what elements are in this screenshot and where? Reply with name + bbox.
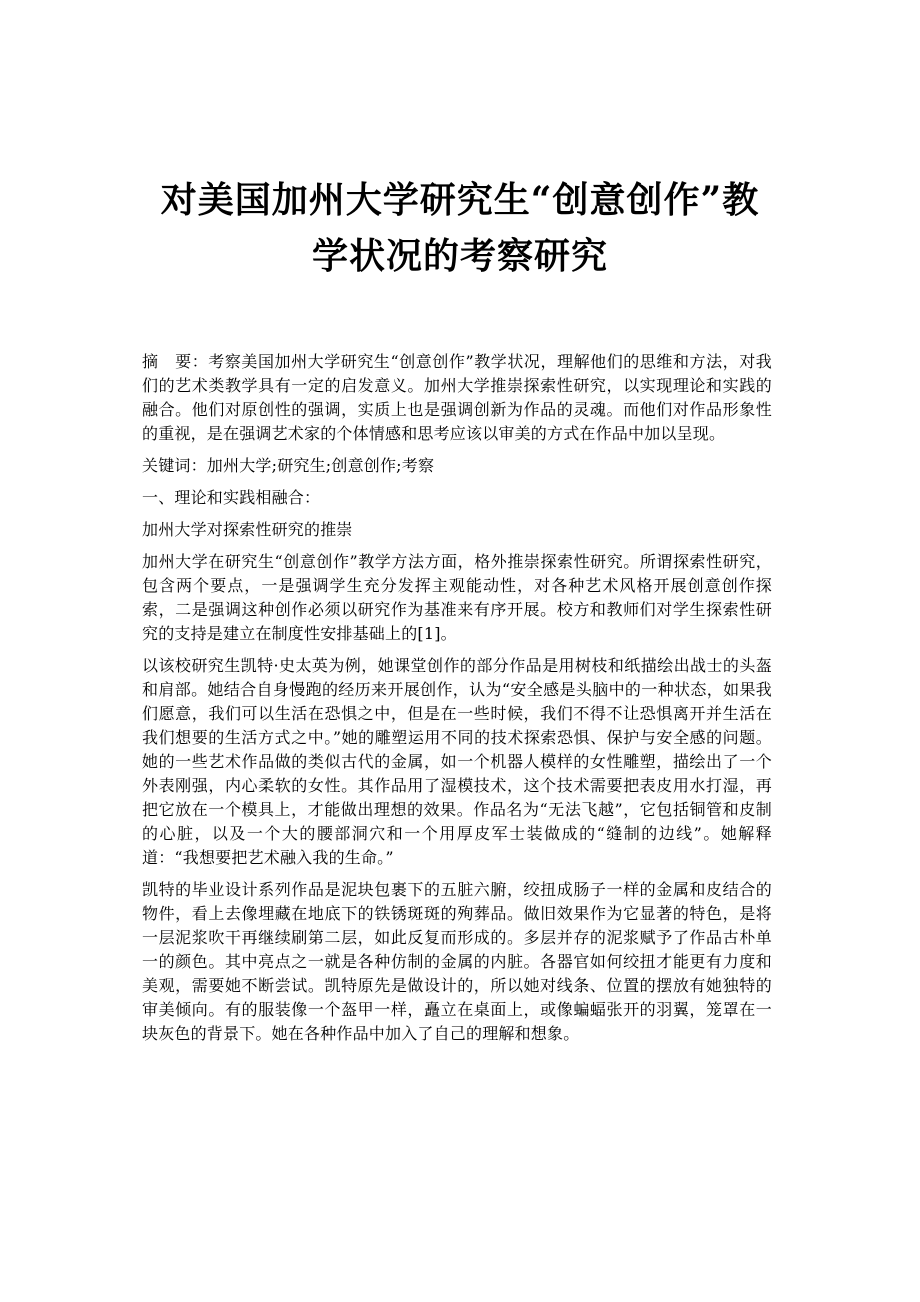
subsection-heading: 加州大学对探索性研究的推崇 (142, 520, 353, 539)
body-paragraph-1: 加州大学在研究生“创意创作”教学方法方面，格外推崇探索性研究。所谓探索性研究，包含两个要点，一是强调学生充分发挥主观能动性，对各种艺术风格开展创意创作探索，二是强调这种创作必须以研究作为基准来有序开展。校方和教师们对学生探索性研究的支持是建立在制度性安排基础上的[1]。 (142, 552, 772, 643)
section-heading: 一、理论和实践相融合： (142, 488, 321, 507)
title-line-1: 对美国加州大学研究生“创意创作”教 (160, 179, 760, 221)
body-paragraph-3: 凯特的毕业设计系列作品是泥块包裹下的五脏六腑，绞扭成肠子一样的金属和皮结合的物件，看上去像埋藏在地底下的铁锈斑斑的殉葬品。做旧效果作为它显著的特色，是将一层泥浆吹干再继续刷第二层，如此反复而形成的。多层并存的泥浆赋予了作品古朴单一的颜色。其中亮点之一就是各种仿制的金属的内脏。各器官如何绞扭才能更有力度和美观，需要她不断尝试。凯特原先是做设计的，所以她对线条、位置的摆放有她独特的审美倾向。有的服装像一个盔甲一样，矗立在桌面上，或像蝙蝠张开的羽翼，笼罩在一块灰色的背景下。她在各种作品中加入了自己的理解和想象。 (142, 880, 772, 1043)
keywords-line: 关键词：加州大学;研究生;创意创作;考察 (142, 456, 435, 475)
document-body (142, 350, 772, 1054)
page-title (110, 172, 810, 284)
body-paragraph-2: 以该校研究生凯特·史太英为例，她课堂创作的部分作品是用树枝和纸描绘出战士的头盔和肩部。她结合自身慢跑的经历来开展创作，认为“安全感是头脑中的一种状态，如果我们愿意，我们可以生活在恐惧之中，但是在一些时候，我们不得不让恐惧离开并生活在我们想要的生活方式之中。”她的雕塑运用不同的技术探索恐惧、保护与安全感的问题。她的一些艺术作品做的类似古代的金属，如一个机器人模样的女性雕塑，描绘出了一个外表刚强，内心柔软的女性。其作品用了湿模技术，这个技术需要把表皮用水打湿，再把它放在一个模具上，才能做出理想的效果。作品名为“无法飞越”，它包括铜管和皮制的心脏，以及一个大的腰部洞穴和一个用厚皮军士装做成的“缝制的边线”。她解释道：“我想要把艺术融入我的生命。” (142, 656, 772, 867)
title-line-2: 学状况的考察研究 (311, 235, 608, 277)
abstract-paragraph: 摘 要：考察美国加州大学研究生“创意创作”教学状况，理解他们的思维和方法，对我们的艺术类教学具有一定的启发意义。加州大学推崇探索性研究，以实现理论和实践的融合。他们对原创性的强调，实质上也是强调创新为作品的灵魂。而他们对作品形象性的重视，是在强调艺术家的个体情感和思考应该以审美的方式在作品中加以呈现。 (142, 352, 772, 443)
